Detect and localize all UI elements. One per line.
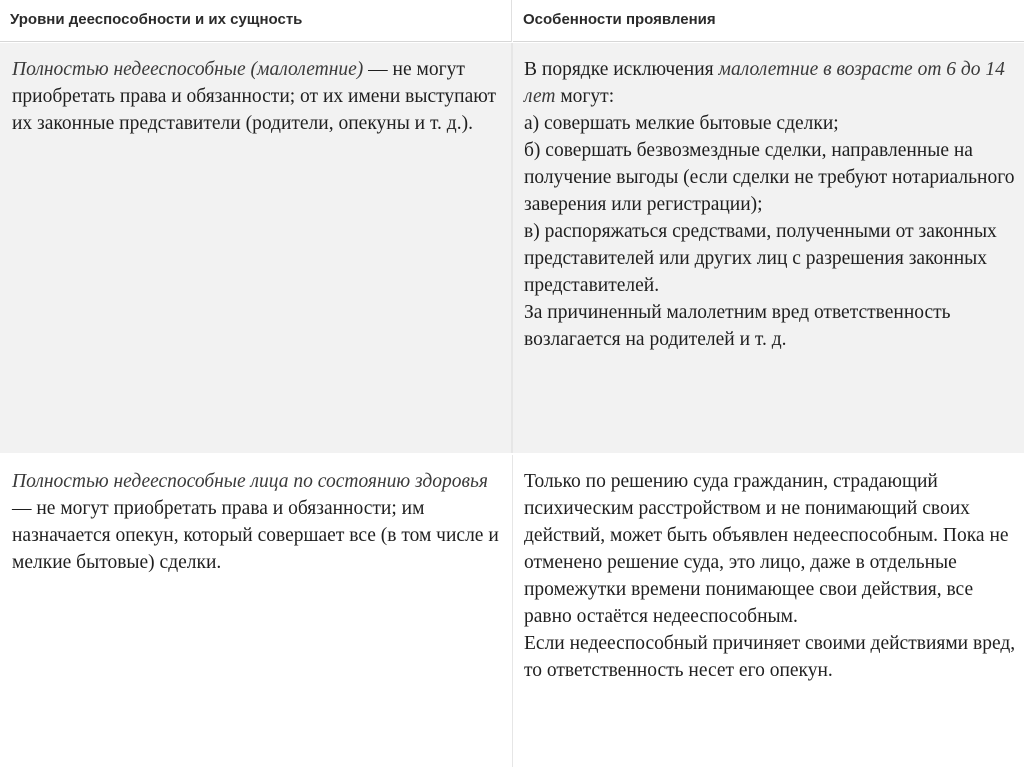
row1-features-intro xyxy=(524,56,1016,110)
row2-levels-term: Полностью недееспособные лица по состоянию здоровья xyxy=(12,471,488,492)
row2-levels-cell xyxy=(0,455,511,767)
row2-features-cell xyxy=(513,455,1024,767)
row2-features-text xyxy=(513,455,1024,684)
row-divider xyxy=(0,453,1024,455)
row2-levels-text xyxy=(0,455,511,576)
header-cell-levels xyxy=(0,0,511,42)
row1-column-divider xyxy=(511,43,513,453)
header-cell-features xyxy=(513,0,1024,42)
row1-levels-term: Полностью недееспособные (малолетние) xyxy=(12,59,364,80)
row2-column-divider xyxy=(512,455,513,767)
row2-features-para2: Если недееспособный причиняет своими действиями вред, то ответственность несет его опекун. xyxy=(524,633,1016,681)
row1-item-c: в) распоряжаться средствами, полученными от законных представителей или других лиц с разрешения законных представителей. xyxy=(524,221,997,296)
row1-intro-pre: В порядке исключения xyxy=(524,59,719,80)
row1-intro-age: малолетние в возрасте от 6 до 14 лет xyxy=(524,59,1005,107)
header-levels-label: Уровни дееспособности и их сущность xyxy=(10,11,303,28)
row2-levels-description: — не могут приобретать права и обязанности; им назначается опекун, который совершает все (в том числе и мелкие бытовые) сделки. xyxy=(12,498,499,573)
header-features-label: Особенности проявления xyxy=(523,11,716,28)
row1-levels-description: — не могут приобретать права и обязанности; от их имени выступают их законные представители (родители, опекуны и т. д.). xyxy=(12,59,497,134)
row1-liability: За причиненный малолетним вред ответственность возлагается на родителей и т. д. xyxy=(524,302,951,350)
row1-levels-cell xyxy=(0,43,511,453)
header-column-divider xyxy=(511,0,512,42)
row1-features-cell xyxy=(513,43,1024,453)
row1-item-b: б) совершать безвозмездные сделки, направленные на получение выгоды (если сделки не требуют нотариального заверения или регистрации); xyxy=(524,140,1015,215)
row1-intro-post: могут: xyxy=(555,86,615,107)
row1-features-text xyxy=(513,43,1024,353)
row1-item-a: а) совершать мелкие бытовые сделки; xyxy=(524,113,839,134)
row1-levels-text xyxy=(0,43,511,137)
row2-features-para1: Только по решению суда гражданин, страдающий психическим расстройством и не понимающий своих действий, может быть объявлен недееспособным. Пока не отменено решение суда, это лицо, даже в отдельные промежутки времени понимающее свои действия, все равно остаётся недееспособным. xyxy=(524,471,1009,627)
